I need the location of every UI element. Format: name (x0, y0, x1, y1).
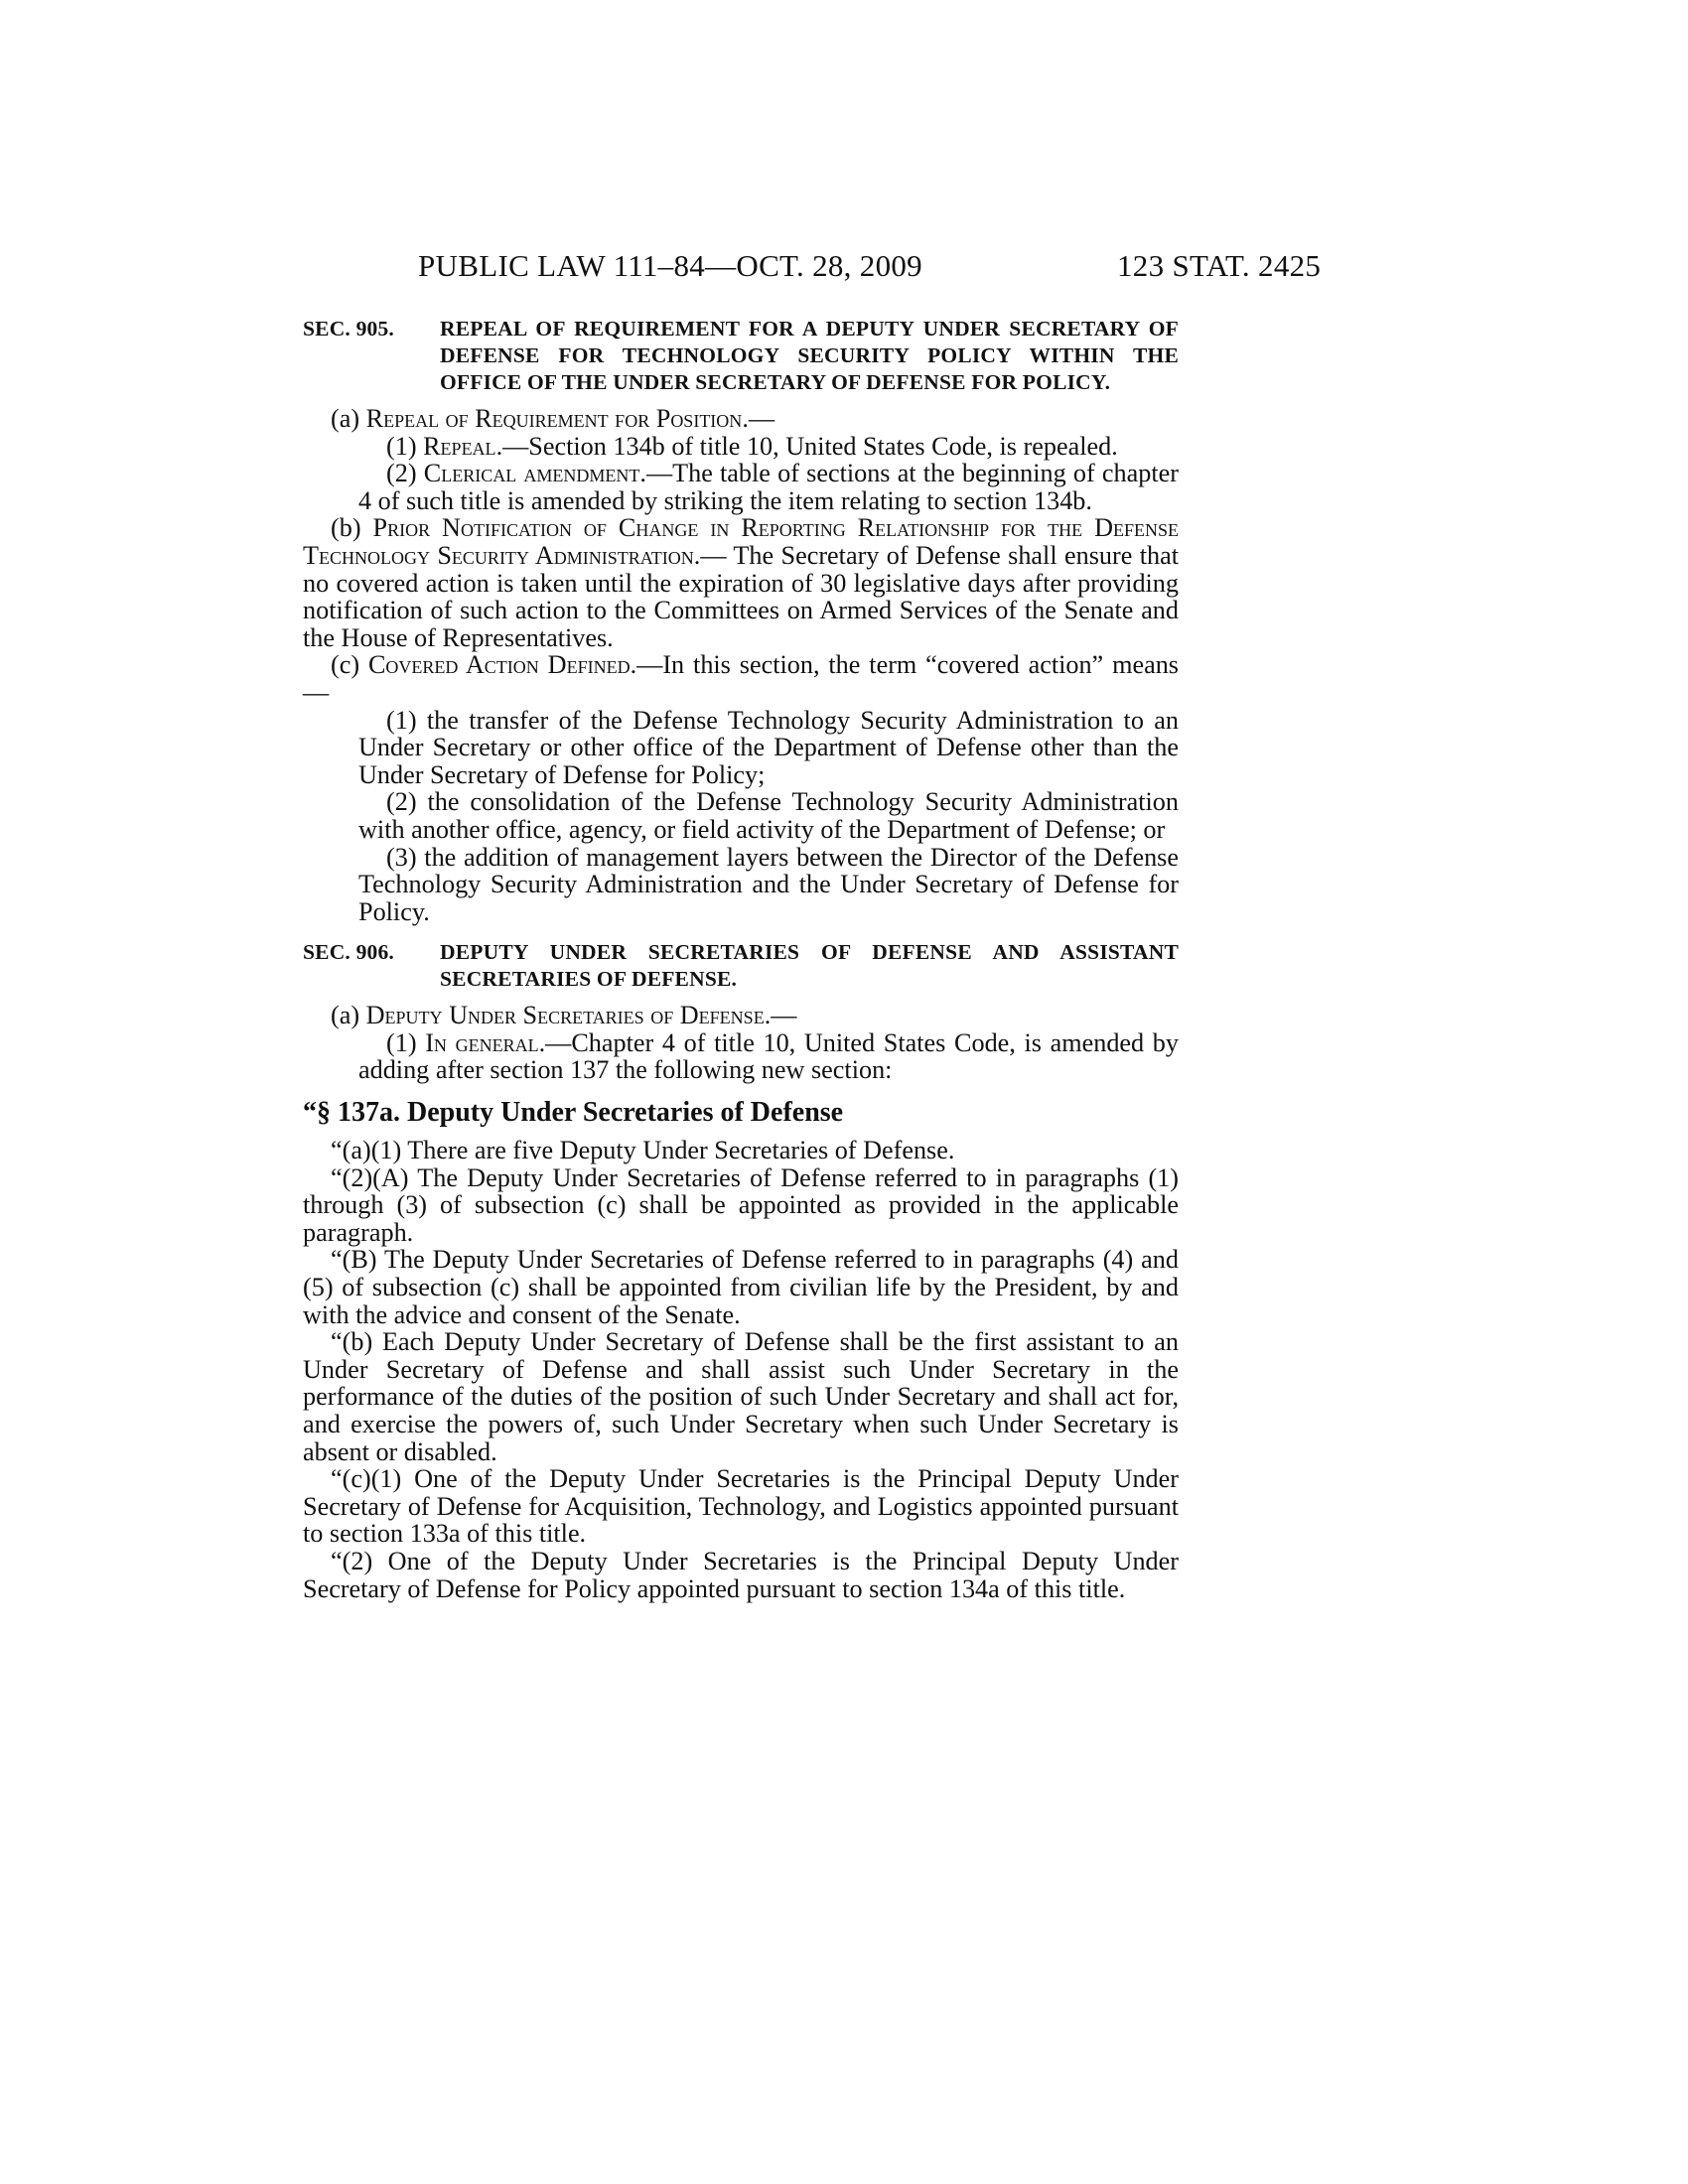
page-stat-number: 123 STAT. 2425 (1117, 248, 1322, 283)
sec905-c3: (3) the addition of management layers between the Director of the Defense Technology Security Administration and the Under Secretary of Defense for Policy. (358, 842, 1179, 926)
sec137a-c2: “(2) One of the Deputy Under Secretaries is the Principal Deputy Under Secretary of Defense for Policy appointed pursuant to section 134a of this title. (303, 1546, 1179, 1603)
sec905-c (303, 651, 1179, 706)
sec906-a1 (303, 1029, 1179, 1084)
sec906-a-heading-text: Deputy Under Secretaries of Defense (365, 1001, 765, 1030)
sec905-a1-heading: Repeal (423, 431, 496, 461)
sec905-a-prefix: (a) (331, 404, 366, 433)
sec905-c1: (1) the transfer of the Defense Technology Security Administration to an Under Secretary or other office of the Department of Defense other than the Under Secretary of Defense for Policy; (358, 705, 1179, 789)
section-905-number: SEC. 905. (303, 317, 394, 341)
section-906-number: SEC. 906. (303, 940, 394, 965)
sec906-a-prefix: (a) (331, 1001, 366, 1030)
sec905-a1 (303, 433, 1179, 461)
sec905-c-prefix: (c) (331, 650, 368, 680)
section-906-heading (303, 939, 1179, 993)
sec137a-a1: “(a)(1) There are five Deputy Under Secretaries of Defense. (331, 1136, 955, 1165)
sec905-b-text: .— The Secretary of Defense shall ensure that no covered action is taken until the expiration of 30 legislative days after providing notification of such action to the Committees on Armed Services of the Senate and the House of Representatives. (303, 540, 1179, 652)
sec905-a2-prefix: (2) (386, 459, 424, 488)
sec905-a1-text: .—Section 134b of title 10, United States Code, is repealed. (495, 431, 1118, 461)
sec905-a2 (303, 460, 1179, 514)
sec137a-c1: “(c)(1) One of the Deputy Under Secretaries is the Principal Deputy Under Secretary of Defense for Acquisition, Technology, and Logistics appointed pursuant to section 133a of this title. (303, 1464, 1179, 1549)
sec905-b-heading: Prior Notification of Change in Reporting Relationship for the Defense Technology Security Administration (303, 513, 1179, 570)
sec906-a1-prefix: (1) (386, 1027, 426, 1057)
sec905-c-text: .—In this section, the term “covered action” means— (303, 650, 1179, 707)
section-906-title: DEPUTY UNDER SECRETARIES OF DEFENSE AND ASSISTANT SECRETARIES OF DEFENSE. (440, 940, 1179, 992)
sec905-a-heading-text: Repeal of Requirement for Position (365, 404, 743, 433)
sec905-a-dash: .— (742, 404, 775, 433)
sec905-b (303, 514, 1179, 651)
sec906-a-dash: .— (764, 1001, 797, 1030)
sec905-c2: (2) the consolidation of the Defense Technology Security Administration with another office, agency, or field activity of the Department of Defense; or (358, 787, 1179, 844)
section-905-heading (303, 316, 1179, 396)
section-905-title: REPEAL OF REQUIREMENT FOR A DEPUTY UNDER SECRETARY OF DEFENSE FOR TECHNOLOGY SECURITY POLICY WITHIN THE OFFICE OF THE UNDER SECRETARY OF DEFENSE FOR POLICY. (440, 317, 1179, 394)
sec906-a-heading (303, 1002, 1179, 1029)
sec905-a2-text: .—The table of sections at the beginning of chapter 4 of such title is amended by striking the item relating to section 134b. (358, 459, 1179, 515)
sec137a-a2A: “(2)(A) The Deputy Under Secretaries of Defense referred to in paragraphs (1) through (3) of subsection (c) shall be appointed as provided in the applicable paragraph. (303, 1162, 1179, 1247)
sec905-b-prefix: (b) (331, 513, 373, 543)
sec906-a1-text: .—Chapter 4 of title 10, United States Code, is amended by adding after section 137 the following new section: (358, 1027, 1179, 1085)
sec905-c-heading: Covered Action Defined (367, 650, 631, 680)
page-body (303, 316, 1179, 1602)
new-section-137a-heading: “§ 137a. Deputy Under Secretaries of Defense (303, 1097, 844, 1129)
running-head (0, 248, 1688, 288)
sec137a-b: “(b) Each Deputy Under Secretary of Defense shall be the first assistant to an Under Secretary of Defense and shall assist such Under Secretary in the performance of the duties of the position of such Under Secretary and shall act for, and exercise the powers of, such Under Secretary when such Under Secretary is absent or disabled. (303, 1327, 1179, 1466)
sec905-a-heading (303, 405, 1179, 433)
sec906-a1-heading: In general (425, 1027, 539, 1057)
sec905-a2-heading: Clerical amendment (423, 459, 640, 488)
running-head-title: PUBLIC LAW 111–84—OCT. 28, 2009 (418, 248, 922, 283)
sec905-a1-prefix: (1) (386, 431, 424, 461)
sec137a-B: “(B) The Deputy Under Secretaries of Defense referred to in paragraphs (4) and (5) of subsection (c) shall be appointed from civilian life by the President, by and with the advice and consent of the Senate. (303, 1245, 1179, 1329)
